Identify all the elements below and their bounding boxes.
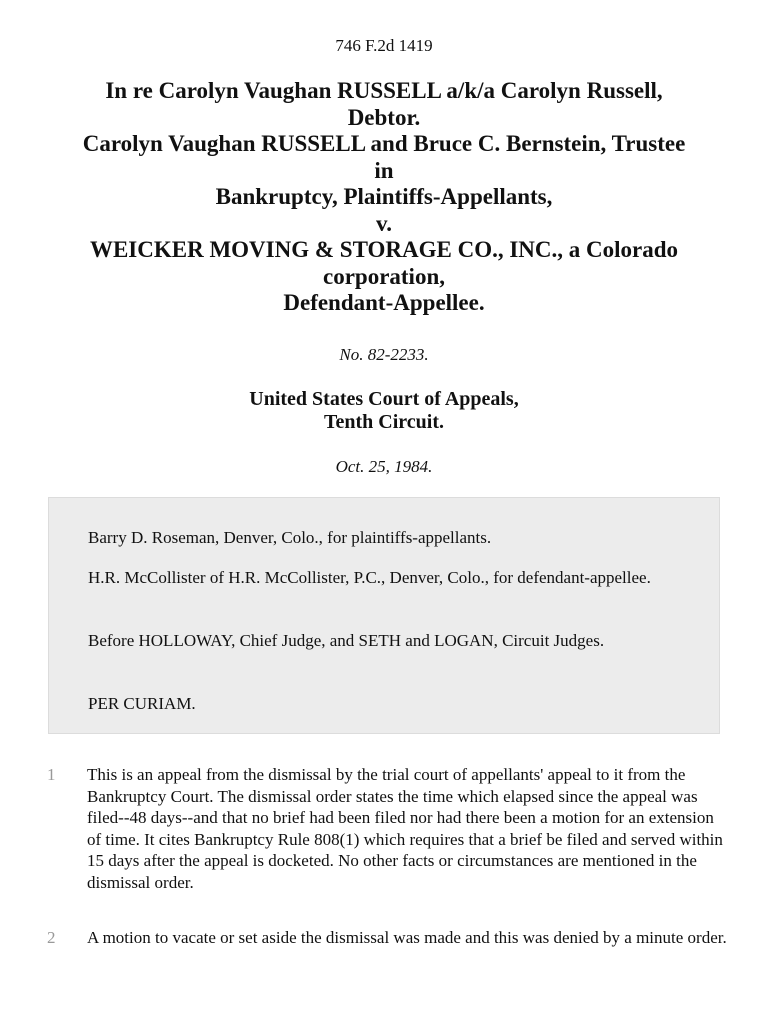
paragraph-number: 1 [47,765,56,784]
paragraph-text: A motion to vacate or set aside the dismissal was made and this was denied by a minute order. [87,928,727,947]
paragraph-text: This is an appeal from the dismissal by the trial court of appellants' appeal to it from the Bankruptcy Court. The dismissal order states the time which elapsed since the appeal was filed--48 days--and that no brief had been filed nor had there been a motion for an extension of time. It cites Bankruptcy Rule 808(1) which requires that a brief be filed and served within 15 days after the appeal is docketed. No other facts or circumstances are mentioned in the dismissal order. [87,765,723,892]
court-line: United States Court of Appeals, [249,388,519,410]
case-title [40,78,728,317]
paragraph-number: 2 [47,928,56,947]
case-title-line: WEICKER MOVING & STORAGE CO., INC., a Colorado [89,237,679,262]
court-line: Tenth Circuit. [323,411,445,433]
per-curiam: PER CURIAM. [88,694,196,713]
counsel-appellee: H.R. McCollister of H.R. McCollister, P.C., Denver, Colo., for defendant-appellee. [88,568,651,587]
case-title-line: corporation, [322,263,445,289]
case-title-line: Defendant-Appellee. [283,290,485,315]
court-name [0,388,768,434]
panel-judges: Before HOLLOWAY, Chief Judge, and SETH and LOGAN, Circuit Judges. [88,631,605,650]
counsel-appellants: Barry D. Roseman, Denver, Colo., for plaintiffs-appellants. [88,528,492,547]
case-title-line: In re Carolyn Vaughan RUSSELL a/k/a Carolyn Russell, [105,78,663,103]
case-title-line: Carolyn Vaughan RUSSELL and Bruce C. Bernstein, Trustee [82,131,686,156]
case-title-line: Debtor. [347,104,421,130]
reporter-citation: 746 F.2d 1419 [335,36,433,55]
counsel-box [48,497,720,734]
case-title-line: in [374,157,394,183]
docket-number: No. 82-2233. [339,345,429,364]
case-title-line: Bankruptcy, Plaintiffs-Appellants, [215,184,553,209]
case-title-line: v. [376,210,392,236]
decision-date: Oct. 25, 1984. [335,457,433,476]
